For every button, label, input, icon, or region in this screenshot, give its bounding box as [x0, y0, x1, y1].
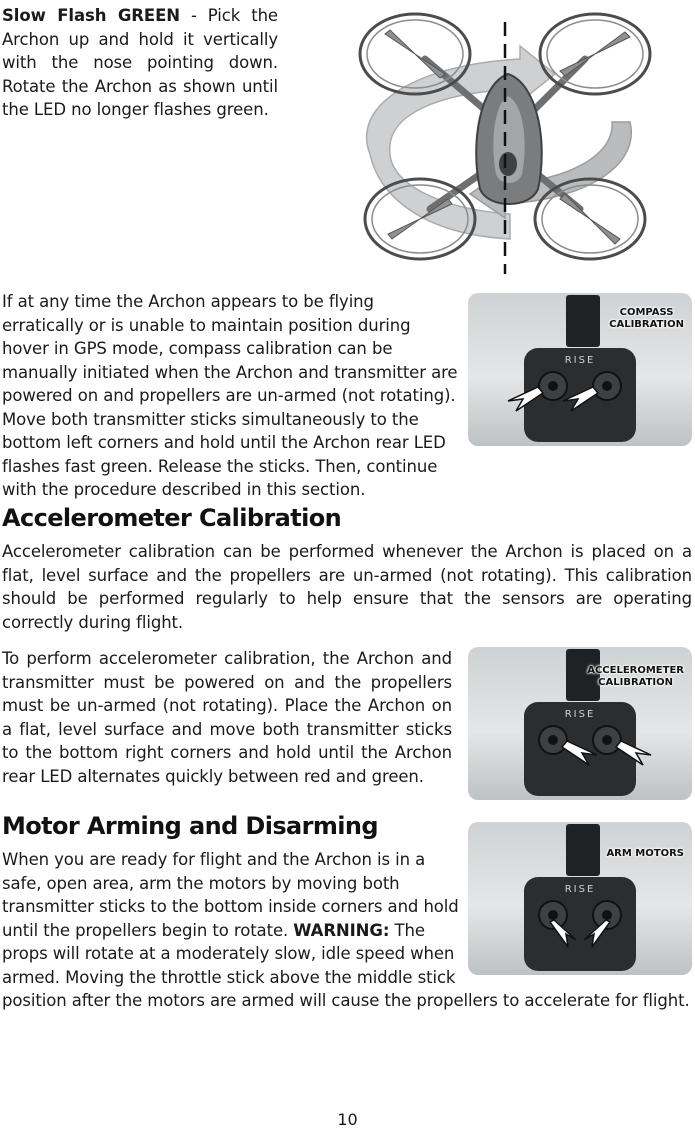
transmitter-brand: RISE: [564, 709, 596, 720]
float-spacer: [460, 290, 692, 456]
drone-rotation-illustration: [330, 4, 685, 276]
accelerometer-paragraph-1: Accelerometer calibration can be performed whenever the Archon is placed on a flat, level surface and the propellers are un-armed (not rotating). This calibration should be performed regularly to help ensure that the sensors are operating correctly during flight.: [2, 542, 692, 632]
accelerometer-calibration-photo: [468, 647, 692, 800]
label-line: CALIBRATION: [609, 319, 684, 330]
accelerometer-paragraph-2: To perform accelerometer calibration, the Archon and transmitter must be powered on and the propellers must be un-armed (not rotating). Place the Archon on a flat, level surface and move both transmitter sticks to the bottom right corners and hold until the Archon rear LED alternates quickly between red and green.: [2, 649, 452, 786]
accelerometer-heading: Accelerometer Calibration: [2, 504, 342, 532]
slow-flash-paragraph: [2, 4, 278, 122]
label-line: CALIBRATION: [598, 677, 674, 688]
label-line: COMPASS: [619, 307, 674, 318]
arm-motors-label: ARM MOTORS: [606, 848, 684, 859]
page-number: 10: [337, 1110, 358, 1129]
motor-text-after: The props will rotate at a moderately slow, idle speed when armed. Moving the throttle stick above the middle stick position after the motors are armed will cause the propellers to accelerate for flight.: [2, 920, 690, 1010]
compass-paragraph: [2, 290, 692, 502]
compass-text: If at any time the Archon appears to be flying erratically or is unable to maintain position during hover in GPS mode, compass calibration can be manually initiated when the Archon and transmitter are powered on and propellers are un-armed (not rotating). Move both transmitter sticks simultaneously to the bottom left corners and hold until the Archon rear LED flashes fast green. Release the sticks. Then, continue with the procedure described in this section.: [2, 292, 458, 499]
float-spacer: [460, 848, 692, 976]
label-line: ACCELEROMETER: [587, 665, 684, 676]
motor-arming-heading: Motor Arming and Disarming: [2, 812, 378, 840]
motor-text-before: When you are ready for flight and the Archon is in a safe, open area, arm the motors by moving both transmitter sticks to the bottom inside corners and hold until the propellers begin to rotate.: [2, 850, 459, 940]
transmitter-brand: RISE: [564, 884, 596, 895]
slow-flash-lead: Slow Flash GREEN: [2, 6, 180, 25]
motor-arming-paragraph: [2, 848, 692, 1013]
transmitter-brand: RISE: [564, 355, 596, 366]
accelerometer-calibration-label: [587, 665, 684, 689]
drone-body: [476, 74, 542, 204]
slow-flash-text: - Pick the Archon up and hold it vertically with the nose pointing down. Rotate the Archon as shown until the LED no longer flashes green.: [2, 6, 278, 119]
warning-label: WARNING:: [293, 920, 390, 940]
